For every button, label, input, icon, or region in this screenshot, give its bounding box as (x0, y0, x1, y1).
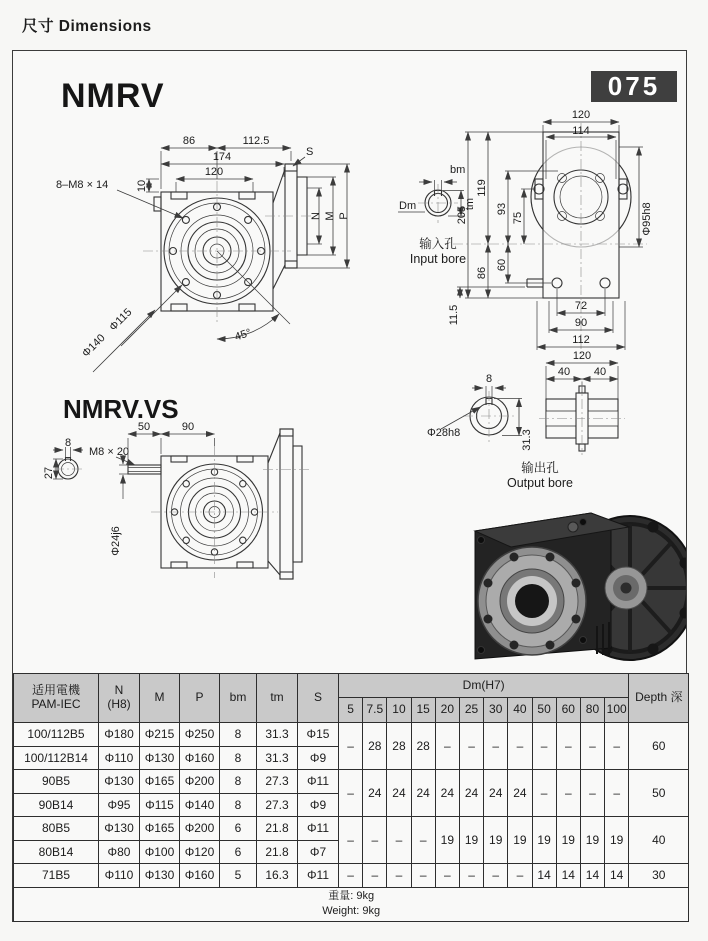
col-header-p: P (180, 674, 220, 723)
col-header-ratio: 50 (532, 698, 556, 723)
svg-text:31.3: 31.3 (521, 429, 533, 451)
col-header-ratio: 7.5 (363, 698, 387, 723)
svg-text:90: 90 (181, 421, 195, 433)
table-row: 90B5 Φ130 Φ165 Φ200 8 27.3 Φ11 – 24 24 24 24 24 24 24 – – – – 50 (14, 770, 689, 794)
dimensions-table (13, 673, 689, 922)
col-header-ratio: 40 (508, 698, 532, 723)
svg-text:S: S (306, 146, 314, 158)
svg-text:输入孔: 输入孔 (419, 237, 457, 251)
col-header-pam-iec: 适用電機 PAM-IEC (14, 674, 99, 723)
col-header-n: N (H8) (99, 674, 140, 723)
col-header-bm: bm (220, 674, 257, 723)
svg-text:8–M8 × 14: 8–M8 × 14 (56, 179, 109, 191)
svg-text:Φ115: Φ115 (107, 306, 135, 334)
svg-text:60: 60 (496, 258, 508, 272)
svg-text:Output bore: Output bore (506, 476, 574, 490)
svg-text:Φ140: Φ140 (80, 332, 108, 360)
table-row: 90B14 Φ95 Φ115 Φ140 8 27.3 Φ9 (14, 793, 689, 817)
svg-text:120: 120 (572, 350, 592, 362)
col-header-ratio: 15 (411, 698, 435, 723)
svg-text:205: 205 (456, 205, 468, 225)
col-header-ratio: 100 (605, 698, 629, 723)
table-row: 100/112B14 Φ110 Φ130 Φ160 8 31.3 Φ9 (14, 746, 689, 770)
col-header-ratio: 30 (484, 698, 508, 723)
col-header-ratio: 5 (339, 698, 363, 723)
output-shaft-section-drawing (539, 350, 625, 455)
svg-text:72: 72 (574, 300, 588, 312)
table-row: 100/112B5 Φ180 Φ215 Φ250 8 31.3 Φ15 – 28 28 28 – – – – – – – – 60 (14, 723, 689, 747)
rear-view-drawing (448, 109, 653, 357)
svg-text:174: 174 (212, 151, 232, 163)
svg-text:90: 90 (574, 317, 588, 329)
table-footer-row (14, 887, 689, 921)
svg-text:输出孔: 输出孔 (521, 461, 559, 475)
col-header-depth: Depth 深 (629, 674, 689, 723)
svg-text:86: 86 (476, 266, 488, 280)
col-header-ratio: 10 (387, 698, 411, 723)
svg-text:93: 93 (496, 202, 508, 216)
svg-text:Dm: Dm (399, 200, 417, 212)
dimensions-box (12, 50, 687, 922)
col-header-tm: tm (257, 674, 298, 723)
svg-text:P: P (338, 212, 350, 220)
svg-text:8: 8 (485, 373, 493, 385)
svg-text:45°: 45° (233, 326, 253, 344)
svg-text:27: 27 (43, 466, 55, 480)
page-title: 尺寸 Dimensions (22, 18, 152, 35)
svg-text:40: 40 (593, 366, 607, 378)
col-header-s: S (298, 674, 339, 723)
col-header-ratio: 25 (459, 698, 483, 723)
svg-text:N: N (310, 212, 322, 220)
svg-text:NMRV: NMRV (61, 77, 165, 115)
svg-text:112.5: 112.5 (242, 135, 270, 147)
weight-note: 重量: 9kg Weight: 9kg (14, 887, 689, 921)
svg-text:NMRV.VS: NMRV.VS (63, 394, 179, 424)
table-row: 80B14 Φ80 Φ100 Φ120 6 21.8 Φ7 (14, 840, 689, 864)
svg-text:114: 114 (572, 125, 590, 137)
col-header-m: M (140, 674, 180, 723)
svg-text:M8 × 20: M8 × 20 (89, 446, 130, 458)
svg-text:11.5: 11.5 (448, 304, 460, 326)
svg-text:Φ24j6: Φ24j6 (110, 526, 122, 556)
svg-text:8: 8 (64, 437, 72, 449)
model-size-badge: 075 (591, 71, 677, 102)
svg-text:10: 10 (136, 179, 148, 193)
output-bore-diagram (427, 373, 573, 490)
svg-text:bm: bm (450, 164, 466, 176)
dimensions-drawing (13, 51, 686, 673)
svg-text:75: 75 (512, 211, 524, 225)
svg-text:86: 86 (182, 135, 196, 147)
nmrv-vs-drawing (43, 394, 309, 579)
svg-text:40: 40 (557, 366, 571, 378)
col-header-ratio: 60 (556, 698, 580, 723)
svg-text:120: 120 (204, 166, 224, 178)
svg-text:119: 119 (476, 179, 488, 197)
svg-text:112: 112 (572, 334, 590, 346)
table-row: 80B5 Φ130 Φ165 Φ200 6 21.8 Φ11 – – – – 19 19 19 19 19 19 19 19 40 (14, 817, 689, 841)
svg-text:120: 120 (571, 109, 591, 121)
svg-text:Input bore: Input bore (409, 252, 467, 266)
col-header-ratio: 20 (435, 698, 459, 723)
svg-text:50: 50 (137, 421, 151, 433)
svg-text:M: M (324, 211, 336, 221)
table-row: 71B5 Φ110 Φ130 Φ160 5 16.3 Φ11 – – – – – – – – 14 14 14 14 30 (14, 864, 689, 888)
col-header-dm-group: Dm(H7) (339, 674, 629, 698)
nmrv-side-view-drawing (265, 146, 350, 289)
product-photo (475, 513, 686, 660)
col-header-ratio: 80 (580, 698, 604, 723)
svg-text:Φ95h8: Φ95h8 (641, 202, 653, 236)
nmrv-front-view-drawing (56, 77, 291, 372)
svg-text:tm: tm (464, 197, 476, 211)
svg-text:Φ28h8: Φ28h8 (427, 427, 461, 439)
